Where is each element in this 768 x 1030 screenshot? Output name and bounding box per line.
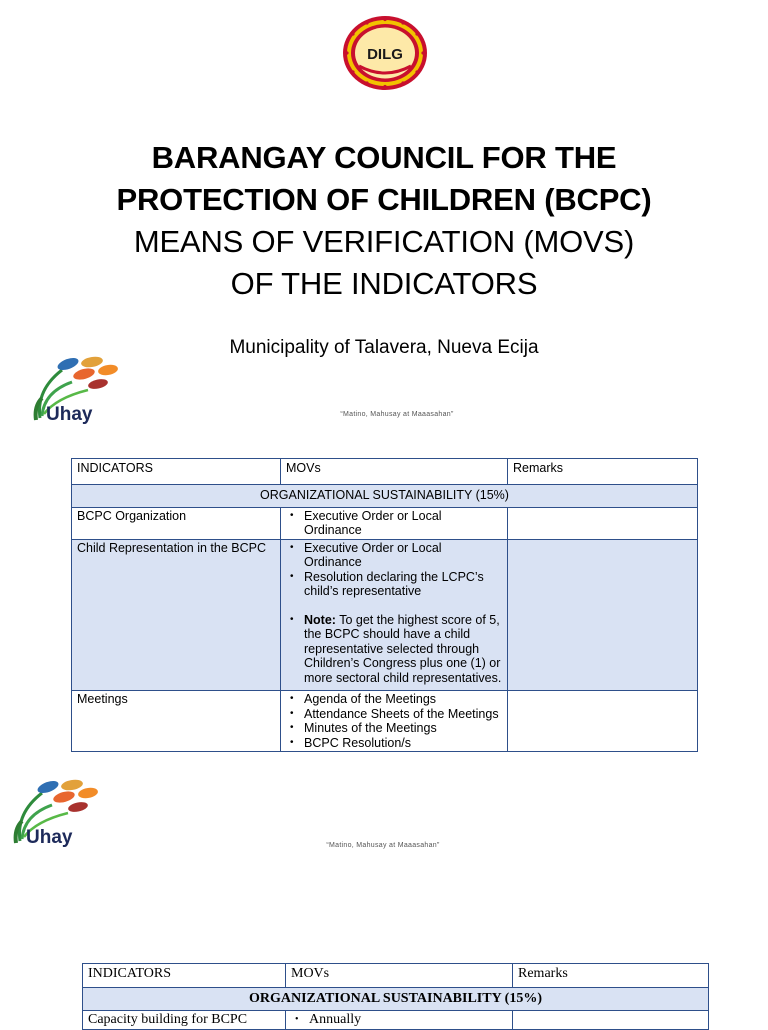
dilg-seal-logo	[341, 14, 429, 92]
dilg-seal-text: DILG	[367, 46, 403, 63]
movs-cell	[281, 539, 508, 691]
table-row	[72, 691, 698, 752]
subtitle: Municipality of Talavera, Nueva Ecija	[229, 337, 539, 358]
table-header-row	[83, 964, 709, 988]
movs-cell	[286, 1011, 513, 1030]
title-line-1: BARANGAY COUNCIL FOR THE	[151, 140, 617, 175]
motto-text: “Matino, Mahusay at Maaasahan”	[340, 411, 454, 418]
list-item: • Annually	[309, 1012, 507, 1028]
table-header-row	[72, 459, 698, 485]
table-row	[72, 539, 698, 691]
list-item: • Executive Order or Local Ordinance	[304, 509, 502, 538]
header-indicators: INDICATORS	[72, 459, 281, 485]
header-remarks: Remarks	[508, 459, 698, 485]
note-text: To get the highest score of 5, the BCPC should have a child representative selected through Children’s Congress plus one (1) or more sectoral child representatives.	[304, 612, 502, 685]
section-row	[83, 988, 709, 1011]
table-row	[83, 1011, 709, 1030]
uhay-logo	[12, 773, 112, 847]
section-title: ORGANIZATIONAL SUSTAINABILITY (15%)	[72, 485, 698, 508]
remarks-cell	[508, 507, 698, 539]
uhay-logo-text: Uhay	[26, 827, 73, 847]
indicator-cell: Meetings	[72, 691, 281, 752]
title-line-4: OF THE INDICATORS	[230, 266, 538, 301]
remarks-cell	[508, 539, 698, 691]
movs-cell	[281, 691, 508, 752]
note-item	[304, 613, 502, 686]
header-movs: MOVs	[281, 459, 508, 485]
list-item: • Attendance Sheets of the Meetings	[304, 707, 502, 722]
indicators-table-2	[82, 963, 709, 1030]
list-item: • Minutes of the Meetings	[304, 721, 502, 736]
list-item: • Resolution declaring the LCPC’s child’s representative	[304, 570, 502, 599]
indicator-cell: Capacity building for BCPC	[83, 1011, 286, 1030]
note-label: Note:	[304, 612, 336, 627]
title-line-3: MEANS OF VERIFICATION (MOVS)	[133, 224, 635, 259]
remarks-cell	[508, 691, 698, 752]
section-row	[72, 485, 698, 508]
indicator-cell: BCPC Organization	[72, 507, 281, 539]
movs-cell	[281, 507, 508, 539]
list-item: • Executive Order or Local Ordinance	[304, 541, 502, 570]
motto-text: “Matino, Mahusay at Maaasahan”	[326, 842, 440, 849]
header-movs: MOVs	[286, 964, 513, 988]
indicators-table	[71, 458, 698, 752]
header-remarks: Remarks	[513, 964, 709, 988]
uhay-logo-text: Uhay	[46, 404, 93, 424]
header-indicators: INDICATORS	[83, 964, 286, 988]
list-item: • Agenda of the Meetings	[304, 692, 502, 707]
indicator-cell: Child Representation in the BCPC	[72, 539, 281, 691]
table-row	[72, 507, 698, 539]
list-item: • BCPC Resolution/s	[304, 736, 502, 751]
section-title: ORGANIZATIONAL SUSTAINABILITY (15%)	[83, 988, 709, 1011]
title-line-2: PROTECTION OF CHILDREN (BCPC)	[116, 182, 652, 217]
uhay-logo	[32, 350, 132, 424]
remarks-cell	[513, 1011, 709, 1030]
